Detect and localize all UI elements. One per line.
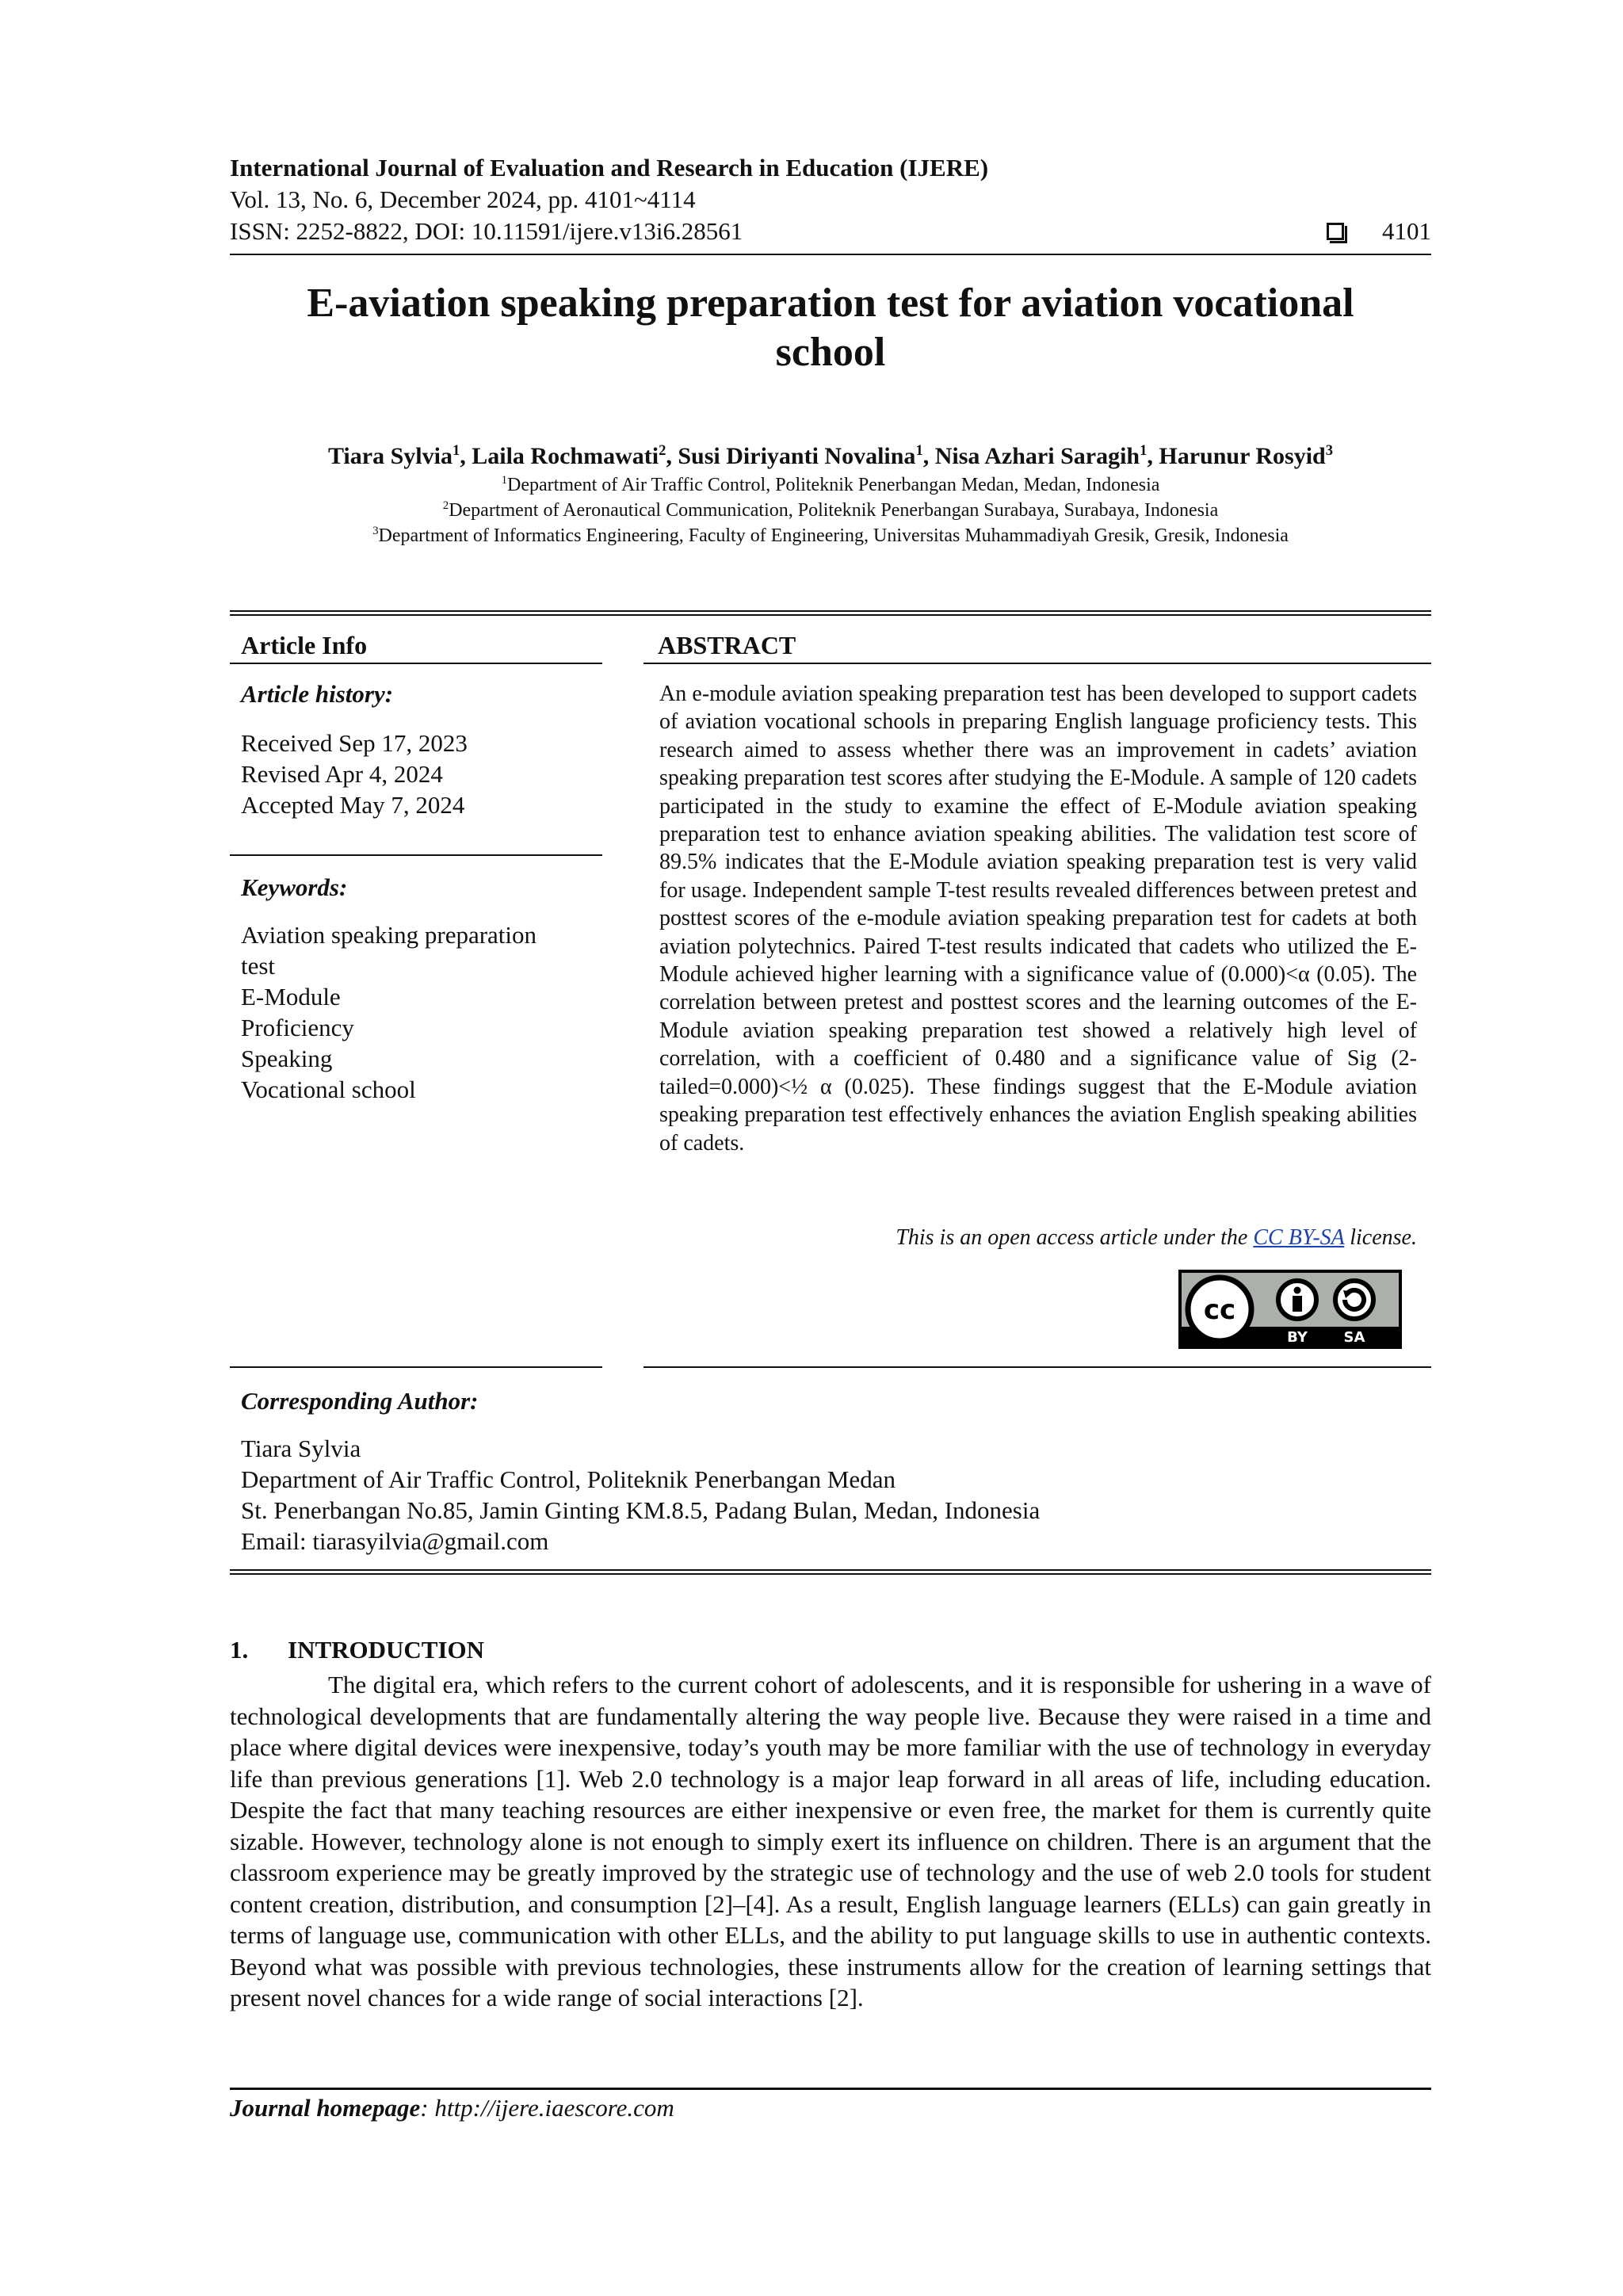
introduction-paragraph: The digital era, which refers to the current cohort of adolescents, and it is responsible for ushering in a wave of technological developments that are fundamentally altering the way people live. Because they were raised in a time and place where digital devices were inexpensive, today’s youth may be more familiar with the use of technology in everyday life than previous generations [1]. Web 2.0 technology is a major leap forward in all areas of life, including education. Despite the fact that many teaching resources are either inexpensive or even free, the market for them is currently quite sizable. However, technology alone is not enough to simply exert its influence on children. There is an argument that the classroom experience may be greatly improved by the strategic use of technology and the use of web 2.0 tools for student content creation, distribution, and consumption [2]–[4]. As a result, English language learners (ELLs) can gain greatly in terms of language use, communication with other ELLs, and the ability to put language skills to use in authentic contexts. Beyond what was possible with previous technologies, these instruments allow for the creation of learning settings that present novel chances for a wide range of social interactions [2].: [230, 1671, 1431, 2011]
cc-by-sa-badge-icon[interactable]: [1178, 1270, 1402, 1349]
paper-title: [230, 279, 1431, 377]
affiliation: $^2$Department of Aeronautical Communication, Politeknik Penerbangan Surabaya, Surabaya, Indonesia: [442, 499, 1219, 521]
info-table-top-rule: [230, 610, 1431, 612]
title-line-2: school: [775, 330, 886, 375]
footer: Journal homepage: http://ijere.iaescore.com: [230, 2094, 674, 2122]
journal-homepage-link[interactable]: http://ijere.iaescore.com: [434, 2094, 674, 2122]
article-info-heading: Article Info: [241, 631, 368, 659]
introduction-heading: [230, 1634, 484, 1666]
keyword: Proficiency: [241, 1014, 354, 1041]
affiliation: $^3$Department of Informatics Engineering, Faculty of Engineering, Universitas Muhammadiyah Gresik, Gresik, Indonesia: [372, 525, 1289, 546]
section-title: INTRODUCTION: [288, 1636, 485, 1664]
author-list: Tiara Sylvia$^1$, Laila Rochmawati$^2$, Susi Diriyanti Novalina$^1$, Nisa Azhari Saragih$^1$, Harunur Rosyid$^3$: [327, 442, 1334, 469]
history-rule: [230, 854, 602, 856]
info-left-bottom-rule: [230, 1366, 602, 1368]
author: Susi Diriyanti Novalina$^1$: [678, 442, 923, 469]
keyword: Aviation speaking preparation: [241, 921, 537, 949]
journal-name: International Journal of Evaluation and Research in Education (IJERE): [230, 154, 989, 181]
keyword: Speaking: [241, 1045, 333, 1072]
license-statement: This is an open access article under the CC BY-SA license.: [896, 1225, 1417, 1250]
issn-row: [230, 216, 1431, 247]
page-number: 4101: [1382, 217, 1431, 245]
affiliation: $^1$Department of Air Traffic Control, Politeknik Penerbangan Medan, Medan, Indonesia: [501, 474, 1160, 495]
article-history: [241, 728, 468, 820]
corresponding-name: Tiara Sylvia: [241, 1435, 361, 1462]
journal-issn: ISSN: 2252-8822, DOI: 10.11591/ijere.v13i6.28561: [230, 217, 743, 245]
abstract-rule: [643, 663, 1431, 664]
corresponding-author-details: [241, 1433, 1040, 1557]
history-accepted: Accepted May 7, 2024: [241, 791, 465, 819]
author: Nisa Azhari Saragih$^1$: [934, 442, 1148, 469]
abstract-bottom-rule: [643, 1366, 1431, 1368]
corresponding-address: St. Penerbangan No.85, Jamin Ginting KM.8.5, Padang Bulan, Medan, Indonesia: [241, 1496, 1041, 1524]
cc-glyph: cc: [1203, 1294, 1236, 1326]
article-history-heading: Article history:: [241, 680, 394, 708]
footer-label: Journal homepage: [230, 2094, 421, 2122]
author: Harunur Rosyid$^3$: [1159, 442, 1334, 469]
section-number: 1.: [230, 1636, 249, 1664]
journal-header: [230, 152, 1431, 247]
affiliation-list: [230, 472, 1431, 548]
keyword: E-Module: [241, 983, 341, 1010]
abstract-text: An e-module aviation speaking preparation test has been developed to support cadets of aviation vocational schools in preparing English language proficiency tests. This research aimed to assess whether there was an improvement in cadets’ aviation speaking preparation test scores after studying the E-Module. A sample of 120 cadets participated in the study to examine the effect of E-Module aviation speaking preparation test to enhance aviation speaking abilities. The validation test score of 89.5% indicates that the E-Module aviation speaking preparation test is very valid for usage. Independent sample T-test results revealed differences between pretest and posttest scores of the e-module aviation speaking preparation test for cadets at both aviation polytechnics. Paired T-test results indicated that cadets who utilized the E-Module achieved higher learning with a significance value of (0.000)<α (0.05). The correlation between pretest and posttest scores and the learning outcomes of the E-Module aviation speaking preparation test showed a relatively high level of correlation, with a coefficient of 0.480 and a significance value of Sig (2-tailed=0.000)<½ α (0.025). These findings suggest that the E-Module aviation speaking preparation test effectively enhances the aviation English speaking abilities of cadets.: [659, 682, 1417, 1156]
keyword: Vocational school: [241, 1075, 416, 1103]
cc-by-sa-link[interactable]: CC BY-SA: [1253, 1225, 1345, 1250]
keyword: test: [241, 952, 276, 980]
info-table-top-rule-2: [230, 614, 1431, 616]
shadow-box-icon: [1327, 223, 1344, 240]
keyword-list: [241, 919, 537, 1105]
author: Laila Rochmawati$^2$: [472, 442, 666, 469]
footer-rule: [230, 2088, 1431, 2090]
corresponding-department: Department of Air Traffic Control, Politeknik Penerbangan Medan: [241, 1465, 896, 1493]
history-revised: Revised Apr 4, 2024: [241, 760, 443, 788]
journal-volume: Vol. 13, No. 6, December 2024, pp. 4101~4114: [230, 185, 696, 213]
badge-sa-label: SA: [1343, 1329, 1365, 1346]
article-info-rule: [230, 663, 602, 664]
history-received: Received Sep 17, 2023: [241, 729, 468, 757]
abstract-heading: ABSTRACT: [658, 631, 796, 659]
page-number-group: [1327, 216, 1431, 247]
header-rule: [230, 254, 1431, 255]
badge-by-label: BY: [1287, 1329, 1308, 1346]
keywords-heading: Keywords:: [241, 873, 348, 901]
info-table-bottom-rule: [230, 1569, 1431, 1571]
corresponding-author-heading: Corresponding Author:: [241, 1387, 479, 1415]
corresponding-email: Email: tiarasyilvia@gmail.com: [241, 1527, 549, 1555]
info-table-bottom-rule-2: [230, 1573, 1431, 1575]
author: Tiara Sylvia$^1$: [327, 442, 460, 469]
title-line-1: E-aviation speaking preparation test for aviation vocational: [307, 281, 1354, 326]
